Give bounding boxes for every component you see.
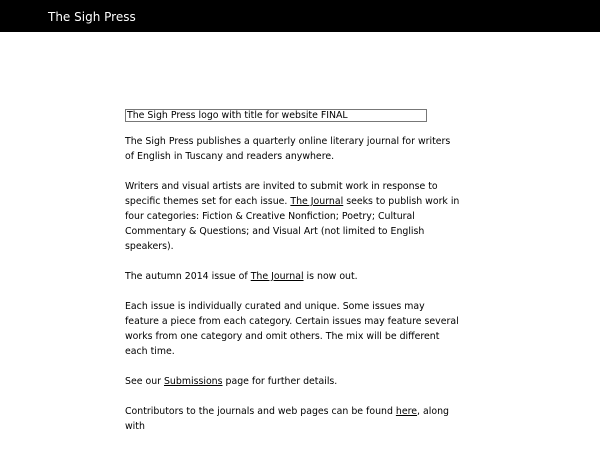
journal-link[interactable]: The Journal: [250, 271, 304, 282]
paragraph-text: is now out.: [303, 271, 358, 282]
paragraph-text: page for further details.: [222, 376, 338, 387]
main-content: [125, 109, 460, 449]
curation-paragraph: Each issue is individually curated and unique. Some issues may feature a piece from each category. Certain issues may feature several works from one category and omit others. The mix will be different each time.: [125, 301, 459, 357]
top-bar: [0, 0, 600, 32]
submission-paragraph: [125, 179, 460, 254]
submissions-link[interactable]: Submissions: [163, 376, 223, 387]
paragraph-text: , along with: [125, 406, 449, 432]
contributors-link[interactable]: here: [395, 406, 418, 417]
paragraph-text: The autumn 2014 issue of: [125, 271, 251, 282]
contributors-paragraph: [125, 404, 460, 434]
site-logo-image: The Sigh Press logo with title for website FINAL: [125, 109, 427, 122]
journal-link[interactable]: The Journal: [290, 196, 344, 207]
paragraph-text: Writers and visual artists are invited to submit work in response to specific themes set for each issue.: [125, 181, 438, 207]
site-title-link[interactable]: The Sigh Press: [48, 10, 136, 24]
submissions-paragraph: [125, 374, 460, 389]
intro-paragraph: The Sigh Press publishes a quarterly online literary journal for writers of English in Tuscany and readers anywhere.: [125, 136, 451, 162]
paragraph-text: See our: [125, 376, 164, 387]
paragraph-text: Contributors to the journals and web pages can be found: [125, 406, 396, 417]
paragraph-text: seeks to publish work in four categories: Fiction & Creative Nonfiction; Poetry; Cultural Commentary & Questions; and Visual Art (not limited to English speakers).: [125, 196, 460, 252]
issue-paragraph: [125, 269, 460, 284]
